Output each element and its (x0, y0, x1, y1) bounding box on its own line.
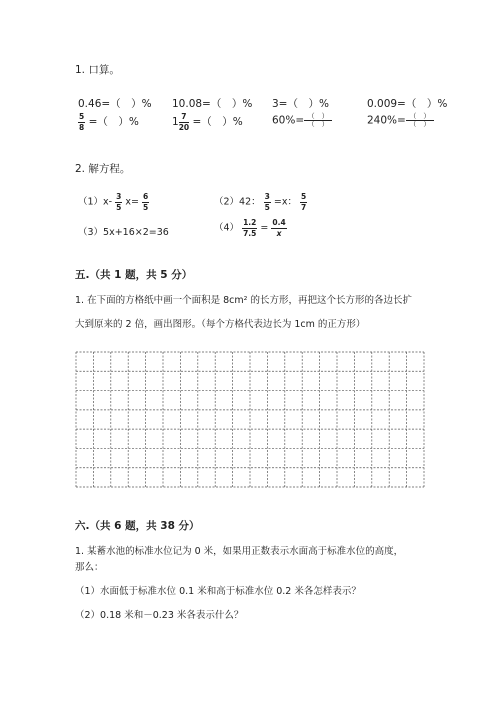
question-1-title: 1. 口算。 (75, 64, 120, 76)
calc-item-6 (172, 113, 243, 131)
frac-num: 1.2 (243, 218, 257, 227)
calc-item-7 (272, 113, 332, 128)
frac-num: 6 (143, 192, 149, 201)
frac-num: 3 (116, 192, 122, 201)
frac-den: 5 (264, 202, 270, 212)
equation-4 (214, 219, 287, 237)
frac-den: x (276, 228, 282, 238)
calc-item-5 (78, 113, 139, 131)
calc-item-3: 3=（ ）% (272, 98, 329, 110)
frac-num: 3 (264, 192, 270, 201)
calc-item-8-left: 240%= (367, 114, 406, 127)
eq-pre: （1）x- (78, 196, 113, 208)
calc-item-6-rest: =（ ）% (192, 116, 243, 128)
grid-svg (75, 351, 425, 488)
question-2-title: 2. 解方程。 (75, 163, 131, 175)
blank-den: （ ） (409, 120, 431, 128)
section-6-heading: 六.（共 6 题，共 38 分） (75, 520, 200, 532)
eq-pre: （2）42： (214, 196, 261, 208)
section-6-subquestion-2: （2）0.18 米和－0.23 米各表示什么？ (75, 610, 244, 621)
mixed-whole: 1 (172, 116, 179, 128)
section-5-question-line-2: 大到原来的 2 倍，画出图形。（每个方格代表边长为 1cm 的正方形） (75, 319, 366, 330)
frac-num: 0.4 (272, 218, 286, 227)
equation-2 (214, 193, 307, 211)
frac-den: 20 (178, 122, 190, 132)
calc-item-5-rest: =（ ）% (88, 116, 139, 128)
blank-den: （ ） (307, 120, 329, 128)
section-6-subquestion-1: （1）水面低于标准水位 0.1 米和高于标准水位 0.2 米各怎样表示？ (75, 586, 361, 597)
blank-num: （ ） (304, 113, 332, 121)
equation-1 (78, 193, 149, 211)
calc-item-7-left: 60%= (272, 114, 305, 127)
blank-num: （ ） (406, 113, 434, 121)
frac-den: 8 (79, 122, 85, 132)
eq-pre: （4） (214, 222, 240, 234)
frac-den: 7.5 (243, 228, 257, 238)
equation-3: （3）5x+16×2=36 (78, 227, 169, 238)
frac-den: 5 (143, 202, 149, 212)
calc-item-2: 10.08=（ ）% (172, 98, 253, 110)
frac-den: 5 (116, 202, 122, 212)
eq-mid: x= (125, 196, 139, 208)
calc-item-1: 0.46=（ ）% (78, 98, 152, 110)
frac-num: 5 (301, 192, 307, 201)
eq-mid: = (260, 222, 269, 234)
frac-num: 7 (179, 113, 189, 123)
section-5-question-line-1: 1. 在下面的方格纸中画一个面积是 8cm² 的长方形，再把这个长方形的各边长扩 (75, 295, 412, 306)
section-5-heading: 五.（共 1 题，共 5 分） (75, 269, 193, 281)
calc-item-4: 0.009=（ ）% (367, 98, 448, 110)
calc-item-8 (367, 113, 434, 128)
square-grid-paper[interactable] (75, 351, 425, 488)
section-6-question-1-line-1: 1. 某蓄水池的标准水位记为 0 米，如果用正数表示水面高于标准水位的高度， (75, 546, 404, 557)
section-6-question-1-line-2: 那么： (75, 562, 104, 573)
frac-num: 5 (79, 112, 85, 121)
eq-mid: =x： (273, 196, 298, 208)
frac-den: 7 (301, 202, 307, 212)
